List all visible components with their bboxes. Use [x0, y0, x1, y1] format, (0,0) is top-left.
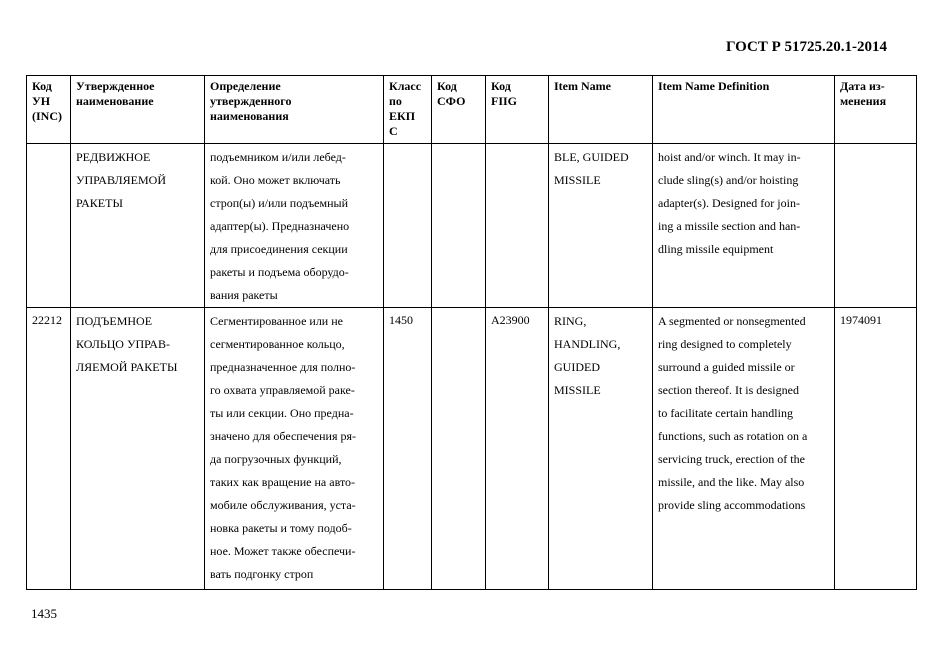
cell-approved-name: РЕДВИЖНОЕ УПРАВЛЯЕМОЙ РАКЕТЫ	[71, 144, 205, 308]
table-header-row	[27, 76, 917, 144]
header-fiig: Код FIIG	[486, 76, 549, 144]
cell-inc: 22212	[27, 308, 71, 590]
cell-definition: Сегментированное или не сегментированное кольцо, предназначенное для полно- го охвата управляемой раке- ты или секции. Оно предна- значено для обеспечения ря- да погрузочных функций, таких как вращение на авто- мобиле обслуживания, уста- новка ракеты и тому подоб- ное. Может также обеспечи- вать подгонку строп	[205, 308, 384, 590]
catalog-table	[26, 75, 917, 590]
header-sfo: Код СФО	[432, 76, 486, 144]
cell-fiig: A23900	[486, 308, 549, 590]
document-standard-title: ГОСТ Р 51725.20.1-2014	[725, 39, 887, 55]
cell-item-name: BLE, GUIDED MISSILE	[549, 144, 653, 308]
cell-sfo	[432, 308, 486, 590]
cell-change-date: 1974091	[835, 308, 917, 590]
cell-change-date	[835, 144, 917, 308]
table-row	[27, 308, 917, 590]
cell-definition: подъемником и/или лебед- кой. Оно может включать строп(ы) и/или подъемный адаптер(ы). Предназначено для присоединения секции ракеты и подъема оборудо- вания ракеты	[205, 144, 384, 308]
header-change-date: Дата из- менения	[835, 76, 917, 144]
table-row	[27, 144, 917, 308]
cell-approved-name: ПОДЪЕМНОЕ КОЛЬЦО УПРАВ- ЛЯЕМОЙ РАКЕТЫ	[71, 308, 205, 590]
cell-inc	[27, 144, 71, 308]
cell-fiig	[486, 144, 549, 308]
page-number: 1435	[31, 606, 57, 621]
header-class: Класс по ЕКП С	[384, 76, 432, 144]
cell-sfo	[432, 144, 486, 308]
header-item-name: Item Name	[549, 76, 653, 144]
cell-item-name-definition: A segmented or nonsegmented ring designed to completely surround a guided missile or section thereof. It is designed to facilitate certain handling functions, such as rotation on a servicing truck, erection of the missile, and the like. May also provide sling accommodations	[653, 308, 835, 590]
cell-class	[384, 144, 432, 308]
cell-item-name-definition: hoist and/or winch. It may in- clude sling(s) and/or hoisting adapter(s). Designed for join- ing a missile section and han- dling missile equipment	[653, 144, 835, 308]
header-inc: Код УН (INC)	[27, 76, 71, 144]
cell-item-name: RING, HANDLING, GUIDED MISSILE	[549, 308, 653, 590]
header-approved-name: Утвержденное наименование	[71, 76, 205, 144]
header-definition: Определение утвержденного наименования	[205, 76, 384, 144]
header-item-name-definition: Item Name Definition	[653, 76, 835, 144]
cell-class: 1450	[384, 308, 432, 590]
